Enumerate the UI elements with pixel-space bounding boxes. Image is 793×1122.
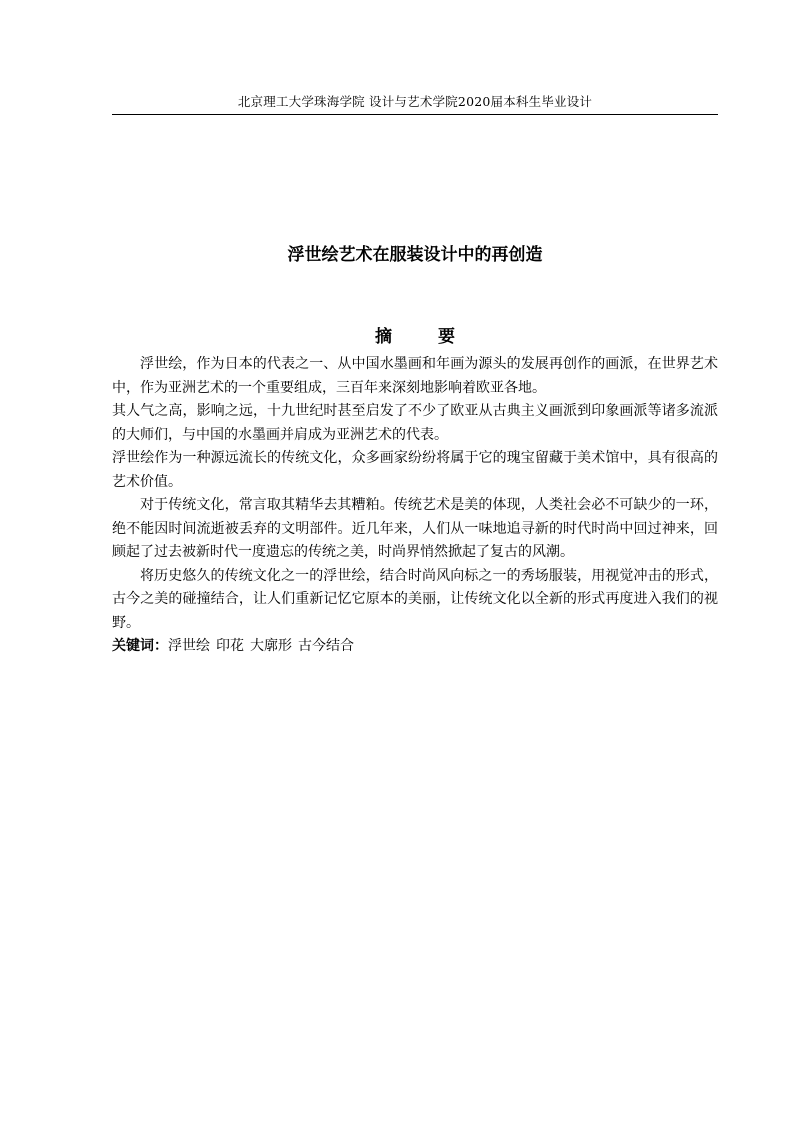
abstract-paragraph-3: 浮世绘作为一种源远流长的传统文化，众多画家纷纷将属于它的瑰宝留藏于美术馆中，具有很高的艺术价值。 bbox=[112, 450, 718, 490]
abstract-paragraph-1: 浮世绘，作为日本的代表之一、从中国水墨画和年画为源头的发展再创作的画派，在世界艺术中，作为亚洲艺术的一个重要组成，三百年来深刻地影响着欧亚各地。 bbox=[112, 356, 718, 396]
running-header bbox=[112, 94, 718, 115]
keywords-label: 关键词： bbox=[112, 638, 168, 654]
keywords-line bbox=[112, 635, 718, 659]
abstract-paragraph-5: 将历史悠久的传统文化之一的浮世绘，结合时尚风向标之一的秀场服装，用视觉冲击的形式，古今之美的碰撞结合，让人们重新记忆它原本的美丽，让传统文化以全新的形式再度进入我们的视野。 bbox=[112, 567, 718, 631]
abstract-paragraph-2: 其人气之高，影响之远，十九世纪时甚至启发了不少了欧亚从古典主义画派到印象画派等诸多流派的大师们，与中国的水墨画并肩成为亚洲艺术的代表。 bbox=[112, 403, 718, 443]
keyword-item: 浮世绘 bbox=[168, 638, 210, 654]
keyword-item: 古今结合 bbox=[298, 638, 354, 654]
abstract-heading: 摘 要 bbox=[375, 327, 475, 347]
abstract-body bbox=[112, 353, 718, 659]
abstract-paragraph-4: 对于传统文化，常言取其精华去其糟粕。传统艺术是美的体现，人类社会必不可缺少的一环，绝不能因时间流逝被丢弃的文明部件。近几年来，人们从一味地追寻新的时代时尚中回过神来，回顾起了过去被新时代一度遗忘的传统之美，时尚界悄然掀起了复古的风潮。 bbox=[112, 497, 718, 560]
keyword-item: 印花 bbox=[216, 638, 244, 654]
keyword-item: 大廓形 bbox=[250, 638, 292, 654]
running-header-text: 北京理工大学珠海学院 设计与艺术学院2020届本科生毕业设计 bbox=[237, 94, 593, 109]
document-title: 浮世绘艺术在服装设计中的再创造 bbox=[287, 245, 543, 265]
